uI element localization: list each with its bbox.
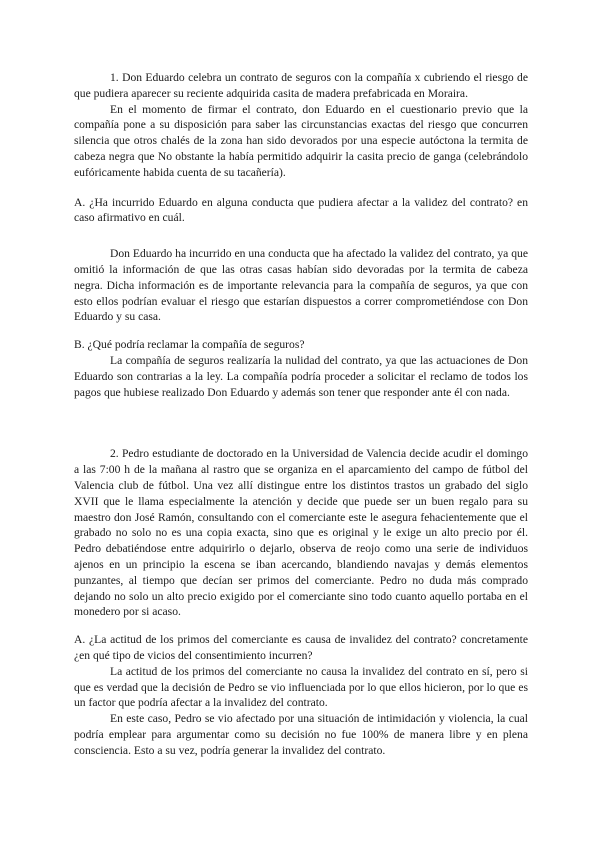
question-1a: A. ¿Ha incurrido Eduardo en alguna conducta que pudiera afectar a la validez del contrato? en caso afirmativo en cuál. <box>74 195 528 225</box>
answer-2a-part1: La actitud de los primos del comerciante no causa la invalidez del contrato en sí, pero si que es verdad que la decisión de Pedro se vio influenciada por lo que ellos hicieron, por lo que es un factor que podría afectar a la invalidez del contrato. <box>74 664 528 710</box>
case-1-statement: 1. Don Eduardo celebra un contrato de seguros con la compañía x cubriendo el riesgo de que pudiera aparecer su reciente adquirida casita de madera prefabricada en Moraira. <box>74 71 528 100</box>
answer-2a-part2: En este caso, Pedro se vio afectado por una situación de intimidación y violencia, la cual podría emplear para argumentar como su decisión no fue 100% de manera libre y en plena consciencia. Esto a su vez, podría generar la invalidez del contrato. <box>74 712 528 757</box>
question-2a: A. ¿La actitud de los primos del comerciante es causa de invalidez del contrato? concretamente ¿en qué tipo de vicios del consentimiento incurren? <box>74 633 528 662</box>
case-2-statement: 2. Pedro estudiante de doctorado en la Universidad de Valencia decide acudir el domingo a las 7:00 h de la mañana al rastro que se organiza en el aparcamiento del campo de fútbol del Valencia club de fútbol. Una vez allí distingue entre los distintos trastos un grabado del siglo XVII que le llama especialmente la atención y decide que puede ser un buen regalo para su maestro don José Ramón, consultando con el comerciante este le asegura fehacientemente que el grabado no solo no es una copia exacta, sino que es original y le exige un alto precio por él. Pedro debatiéndose entre adquirirlo o dejarlo, observa de reojo como una serie de individuos ajenos en un principio la escena se iban acercando, blandiendo navajas y demás elementos punzantes, al tiempo que decían ser primos del comerciante. Pedro no duda más comprado dejando no solo un alto precio exigido por el comerciante sino todo cuanto aquello portaba en el monedero por si acaso. <box>74 447 528 619</box>
question-1b: B. ¿Qué podría reclamar la compañía de seguros? <box>74 338 305 352</box>
answer-1b: La compañía de seguros realizaría la nulidad del contrato, ya que las actuaciones de Don Eduardo son contrarias a la ley. La compañía podría proceder a solicitar el reclamo de todos los pagos que hubiese realizado Don Eduardo y además son tener que responder ante él con nada. <box>74 353 528 399</box>
document-page <box>74 70 528 758</box>
answer-1a: Don Eduardo ha incurrido en una conducta que ha afectado la validez del contrato, ya que omitió la información de que las otras casas habían sido devoradas por la termita de cabeza negra. Dicha información es de importante relevancia para la compañía de seguros, ya que con esto ellos podrían evaluar el riesgo que estarían dispuestos a correr comprometiéndose con Don Eduardo y su casa. <box>74 247 528 324</box>
case-1-context: En el momento de firmar el contrato, don Eduardo en el cuestionario previo que la compañía pone a su disposición para saber las circunstancias exactas del riesgo que concurren silencia que otros chalés de la zona han sido devorados por una especie autóctona la termita de cabeza negra que No obstante la había permitido adquirir la casita precio de ganga (celebrándolo eufóricamente habida cuenta de su tacañería). <box>74 102 528 179</box>
